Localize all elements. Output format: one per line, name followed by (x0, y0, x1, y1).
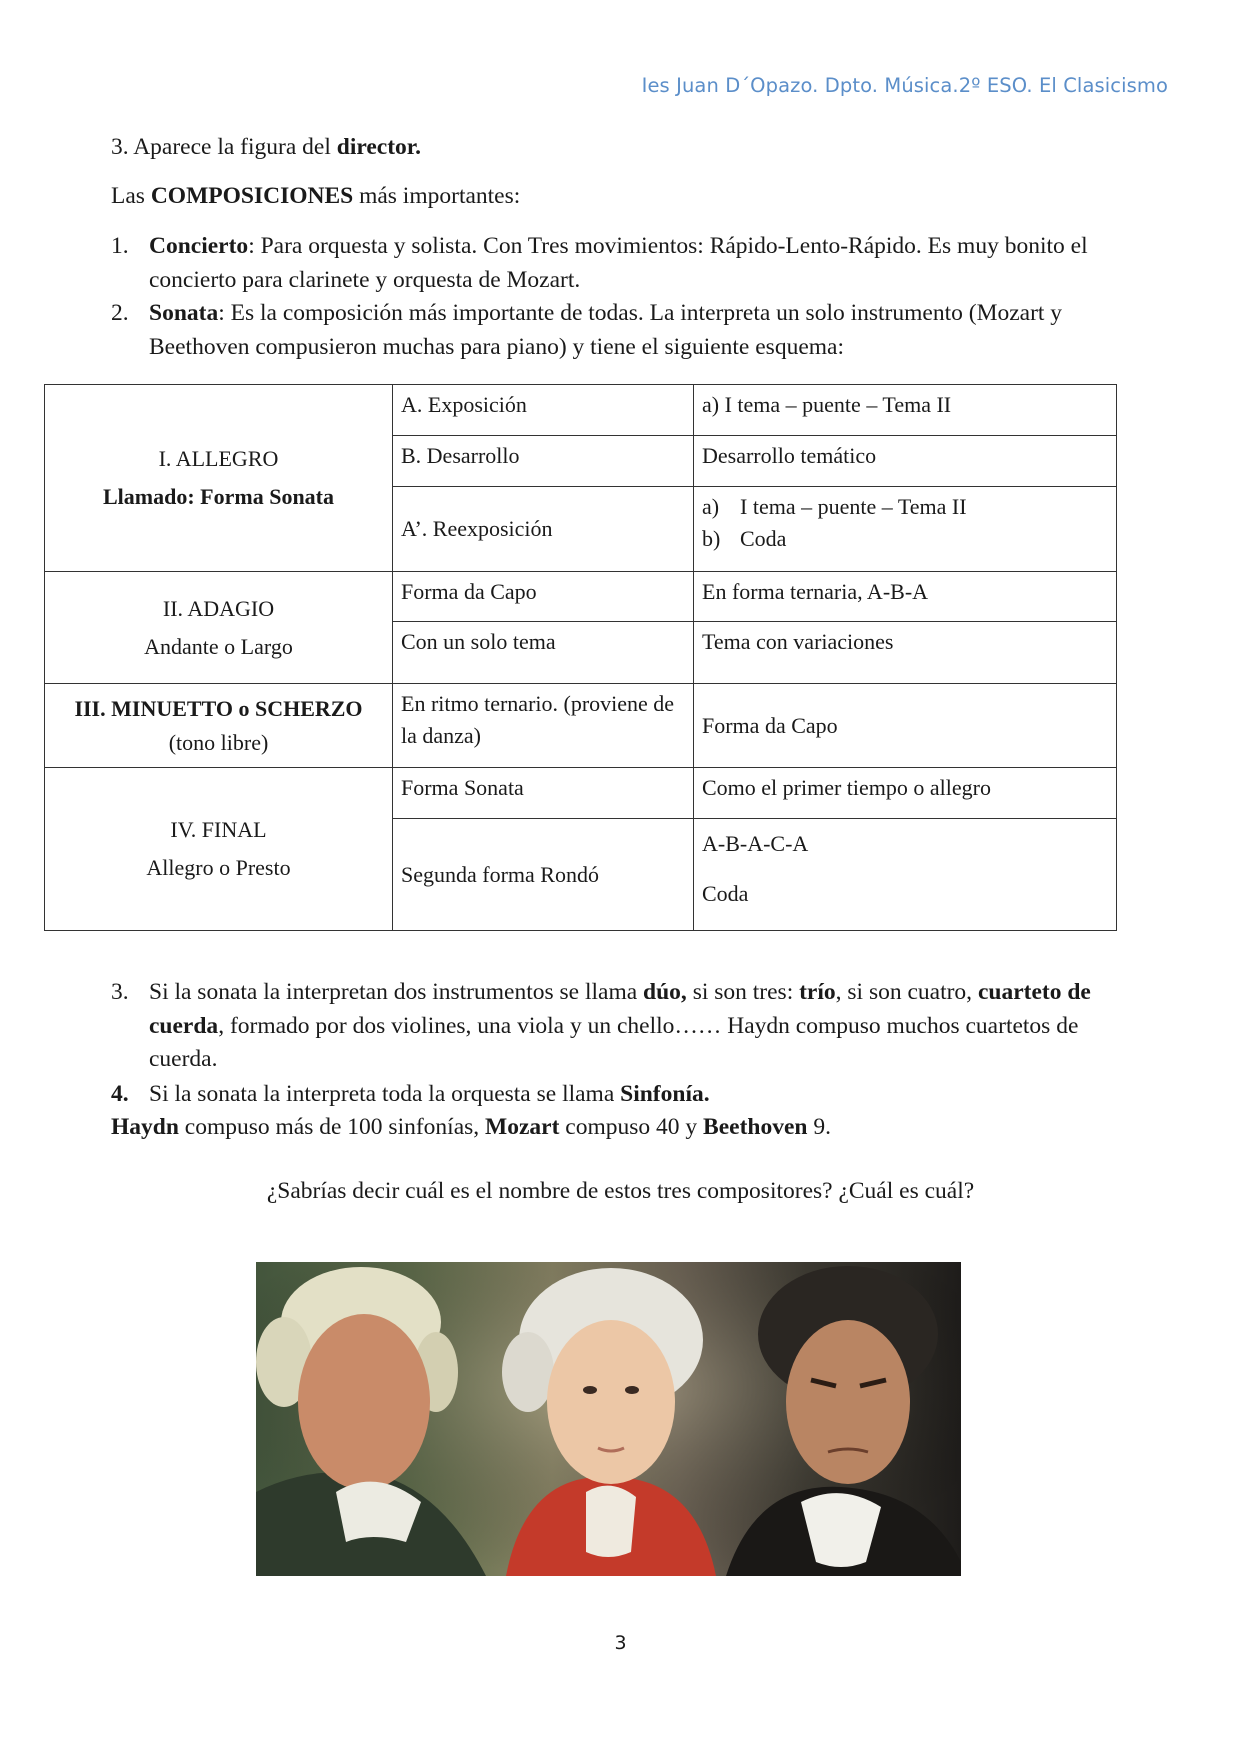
list-item-sonata: 2. Sonata: Es la composición más importante de todas. La interpreta un solo instrumento (Mozart y Beethoven compusieron muchas para piano) y tiene el siguiente esquema: (111, 300, 1063, 360)
director-line: 3. Aparece la figura del director. (111, 134, 421, 160)
table-row: A’. Reexposición a) I tema – puente – Tema II b) Coda (45, 487, 1117, 572)
table-row: I. ALLEGRO Llamado: Forma Sonata A. Exposición a) I tema – puente – Tema II (45, 385, 1117, 436)
movement-allegro: I. ALLEGRO Llamado: Forma Sonata (45, 385, 393, 572)
sonata-scheme-table (44, 384, 1117, 931)
movement-final: IV. FINAL Allegro o Presto (45, 768, 393, 931)
symphonies-line: Haydn compuso más de 100 sinfonías, Mozart compuso 40 y Beethoven 9. (111, 1114, 831, 1140)
table-row: IV. FINAL Allegro o Presto Forma Sonata Como el primer tiempo o allegro (45, 768, 1117, 819)
movement-minuetto: III. MINUETTO o SCHERZO (tono libre) (45, 684, 393, 768)
list-item-sinfonia: 4. Si la sonata la interpreta toda la orquesta se llama Sinfonía. (111, 1081, 710, 1107)
composers-question: ¿Sabrías decir cuál es el nombre de estos tres compositores? ¿Cuál es cuál? (266, 1178, 975, 1204)
composers-portrait-illustration (256, 1262, 961, 1576)
list-item-concierto: 1. Concierto: Para orquesta y solista. Con Tres movimientos: Rápido-Lento-Rápido. Es muy bonito el concierto para clarinete y orquesta de Mozart. (111, 233, 1088, 293)
compositions-heading: Las COMPOSICIONES más importantes: (111, 183, 521, 209)
table-row: B. Desarrollo Desarrollo temático (45, 436, 1117, 487)
composers-portrait-image (256, 1262, 961, 1576)
movement-adagio: II. ADAGIO Andante o Largo (45, 572, 393, 684)
table-row: Segunda forma Rondó A-B-A-C-A Coda (45, 819, 1117, 931)
list-item-cuarteto: 3. Si la sonata la interpretan dos instrumentos se llama dúo, si son tres: trío, si son cuatro, cuarteto de cuerda, formado por dos violines, una viola y un chello…… Haydn compuso muchos cuartetos de cuerda. (111, 979, 1091, 1072)
page-header: Ies Juan D´Opazo. Dpto. Música.2º ESO. El Clasicismo (641, 74, 1168, 97)
table-row: Con un solo tema Tema con variaciones (45, 622, 1117, 684)
table-row: II. ADAGIO Andante o Largo Forma da Capo En forma ternaria, A-B-A (45, 572, 1117, 622)
table-row: III. MINUETTO o SCHERZO (tono libre) En ritmo ternario. (proviene de la danza) Forma da Capo (45, 684, 1117, 768)
page-number: 3 (614, 1632, 627, 1654)
